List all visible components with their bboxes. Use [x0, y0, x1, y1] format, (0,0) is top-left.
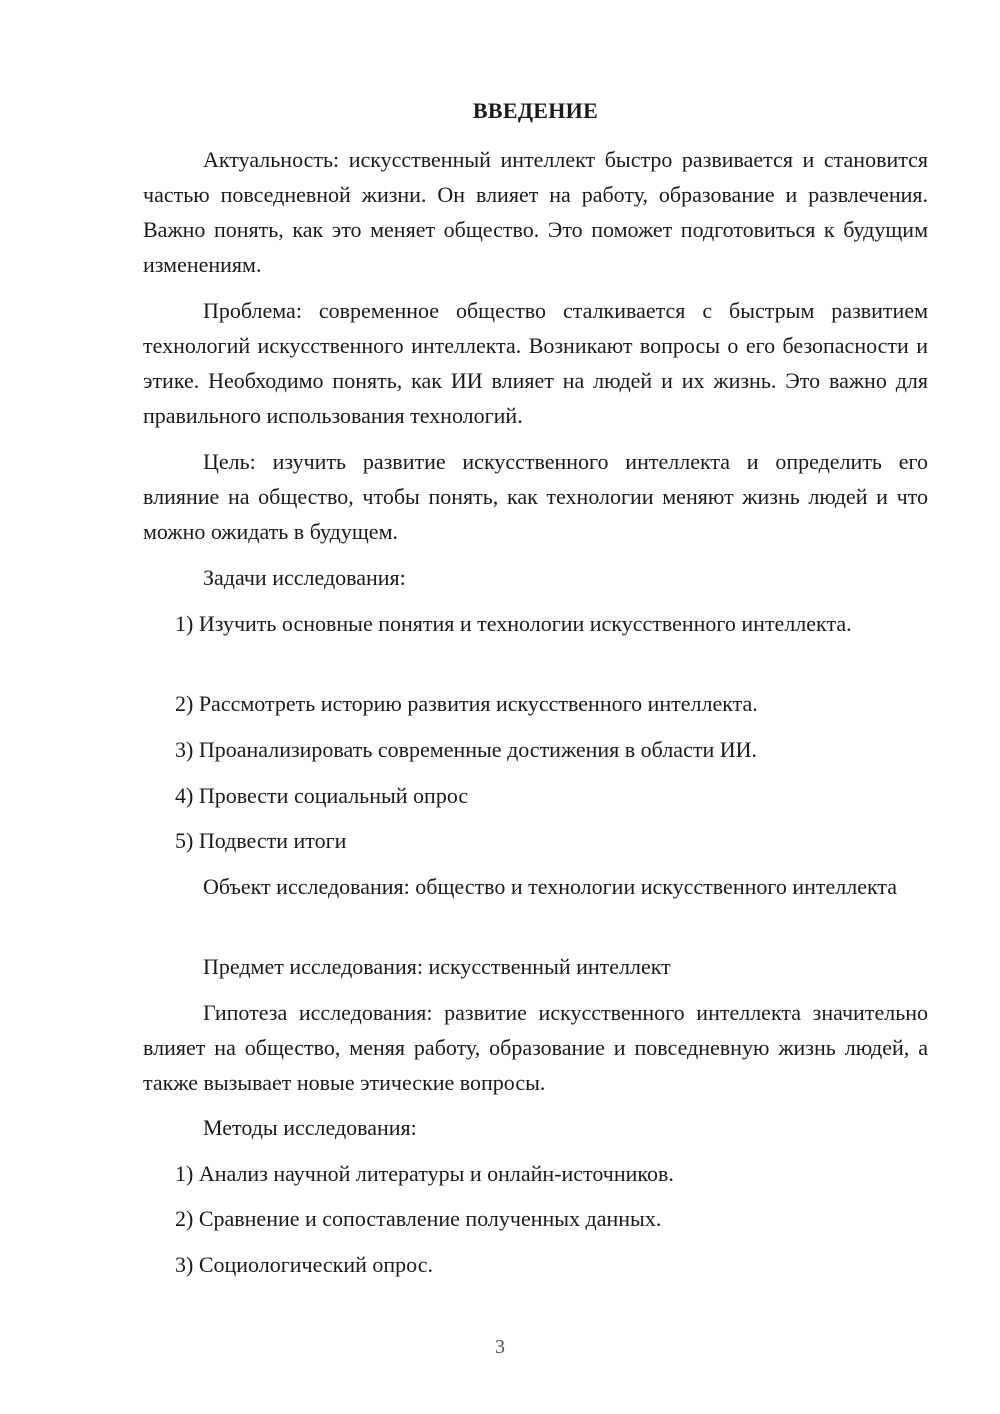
methods-heading: Методы исследования: — [203, 1115, 417, 1140]
goal-paragraph: Цель: изучить развитие искусственного интеллекта и определить его влияние на общество, чтобы понять, как технологии меняют жизнь людей и что можно ожидать в будущем. — [143, 449, 928, 544]
task-item-2: 2) Рассмотреть историю развития искусственного интеллекта. — [175, 691, 758, 716]
task-item-4: 4) Провести социальный опрос — [175, 783, 469, 808]
task-item-1: 1) Изучить основные понятия и технологии искусственного интеллекта. — [175, 611, 852, 636]
problem-paragraph: Проблема: современное общество сталкивается с быстрым развитием технологий искусственного интеллекта. Возникают вопросы о его безопасности и этике. Необходимо понять, как ИИ влияет на людей и их жизнь. Это важно для правильного использования технологий. — [143, 298, 928, 428]
method-item-3: 3) Социологический опрос. — [175, 1252, 433, 1277]
method-item-2: 2) Сравнение и сопоставление полученных данных. — [175, 1206, 662, 1231]
page-number: 3 — [495, 1336, 505, 1358]
subject-paragraph: Предмет исследования: искусственный интеллект — [203, 954, 671, 979]
method-item-1: 1) Анализ научной литературы и онлайн-источников. — [175, 1161, 674, 1186]
object-paragraph: Объект исследования: общество и технологии искусственного интеллекта — [203, 874, 898, 899]
page-title: ВВЕДЕНИЕ — [472, 98, 599, 123]
task-item-3: 3) Проанализировать современные достижения в области ИИ. — [175, 737, 758, 762]
relevance-paragraph: Актуальность: искусственный интеллект быстро развивается и становится частью повседневной жизни. Он влияет на работу, образование и развлечения. Важно понять, как это меняет общество. Это поможет подготовиться к будущим изменениям. — [143, 147, 928, 277]
tasks-heading: Задачи исследования: — [203, 565, 406, 590]
hypothesis-paragraph: Гипотеза исследования: развитие искусственного интеллекта значительно влияет на общество, меняя работу, образование и повседневную жизнь людей, а также вызывает новые этические вопросы. — [143, 1000, 928, 1095]
task-item-5: 5) Подвести итоги — [175, 828, 347, 853]
